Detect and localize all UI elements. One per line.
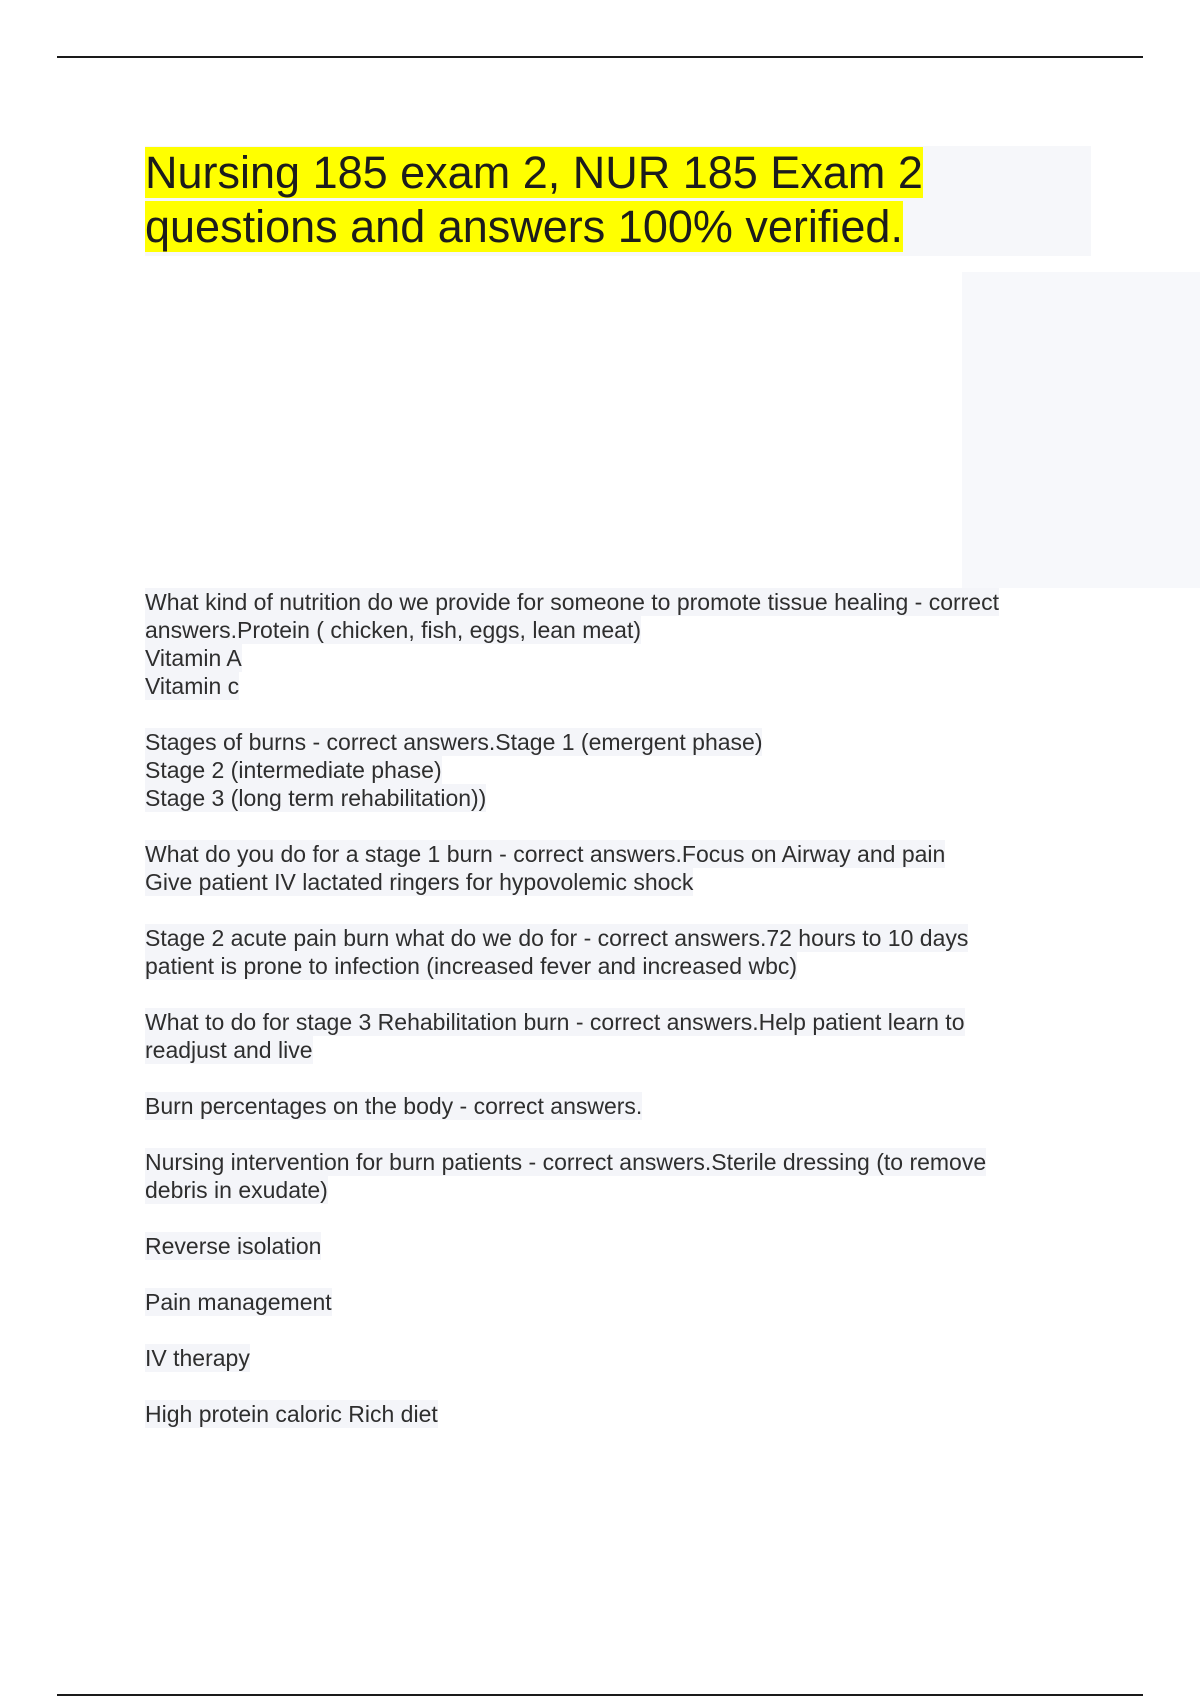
qa-entry xyxy=(145,840,1065,896)
qa-line: patient is prone to infection (increased fever and increased wbc) xyxy=(145,953,798,979)
qa-line: readjust and live xyxy=(145,1037,313,1063)
qa-line: answers.Protein ( chicken, fish, eggs, lean meat) xyxy=(145,617,642,643)
title-line-2: questions and answers 100% verified. xyxy=(145,201,903,252)
qa-line: Stage 2 (intermediate phase) xyxy=(145,757,442,783)
qa-entry xyxy=(145,924,1065,980)
qa-line: Reverse isolation xyxy=(145,1233,322,1259)
qa-entry xyxy=(145,728,1065,812)
qa-entry xyxy=(145,1092,1065,1120)
qa-line: Nursing intervention for burn patients - correct answers.Sterile dressing (to remove xyxy=(145,1149,987,1175)
qa-entry xyxy=(145,1288,1065,1316)
qa-entry xyxy=(145,1008,1065,1064)
qa-line: Vitamin c xyxy=(145,673,240,699)
title-block xyxy=(145,146,1091,256)
qa-line: debris in exudate) xyxy=(145,1177,328,1203)
bottom-rule xyxy=(57,1694,1143,1696)
qa-line: IV therapy xyxy=(145,1345,250,1371)
qa-line: Stage 2 acute pain burn what do we do for - correct answers.72 hours to 10 days xyxy=(145,925,969,951)
margin-shade xyxy=(962,272,1200,588)
qa-line: What to do for stage 3 Rehabilitation burn - correct answers.Help patient learn to xyxy=(145,1009,965,1035)
qa-line: Stages of burns - correct answers.Stage 1 (emergent phase) xyxy=(145,729,763,755)
qa-line: Stage 3 (long term rehabilitation)) xyxy=(145,785,487,811)
page-title xyxy=(145,146,1091,254)
title-line-1: Nursing 185 exam 2, NUR 185 Exam 2 xyxy=(145,147,923,198)
qa-line: What do you do for a stage 1 burn - correct answers.Focus on Airway and pain xyxy=(145,841,946,867)
qa-line: What kind of nutrition do we provide for someone to promote tissue healing - correct xyxy=(145,589,999,615)
qa-list xyxy=(145,588,1065,1456)
qa-entry xyxy=(145,1400,1065,1428)
qa-line: Vitamin A xyxy=(145,645,242,671)
qa-entry xyxy=(145,588,1065,700)
qa-line: Pain management xyxy=(145,1289,332,1315)
qa-entry xyxy=(145,1148,1065,1204)
top-rule xyxy=(57,56,1143,58)
qa-entry xyxy=(145,1232,1065,1260)
qa-entry xyxy=(145,1344,1065,1372)
qa-line: Give patient IV lactated ringers for hypovolemic shock xyxy=(145,869,694,895)
qa-line: High protein caloric Rich diet xyxy=(145,1401,438,1427)
qa-line: Burn percentages on the body - correct answers. xyxy=(145,1093,643,1119)
